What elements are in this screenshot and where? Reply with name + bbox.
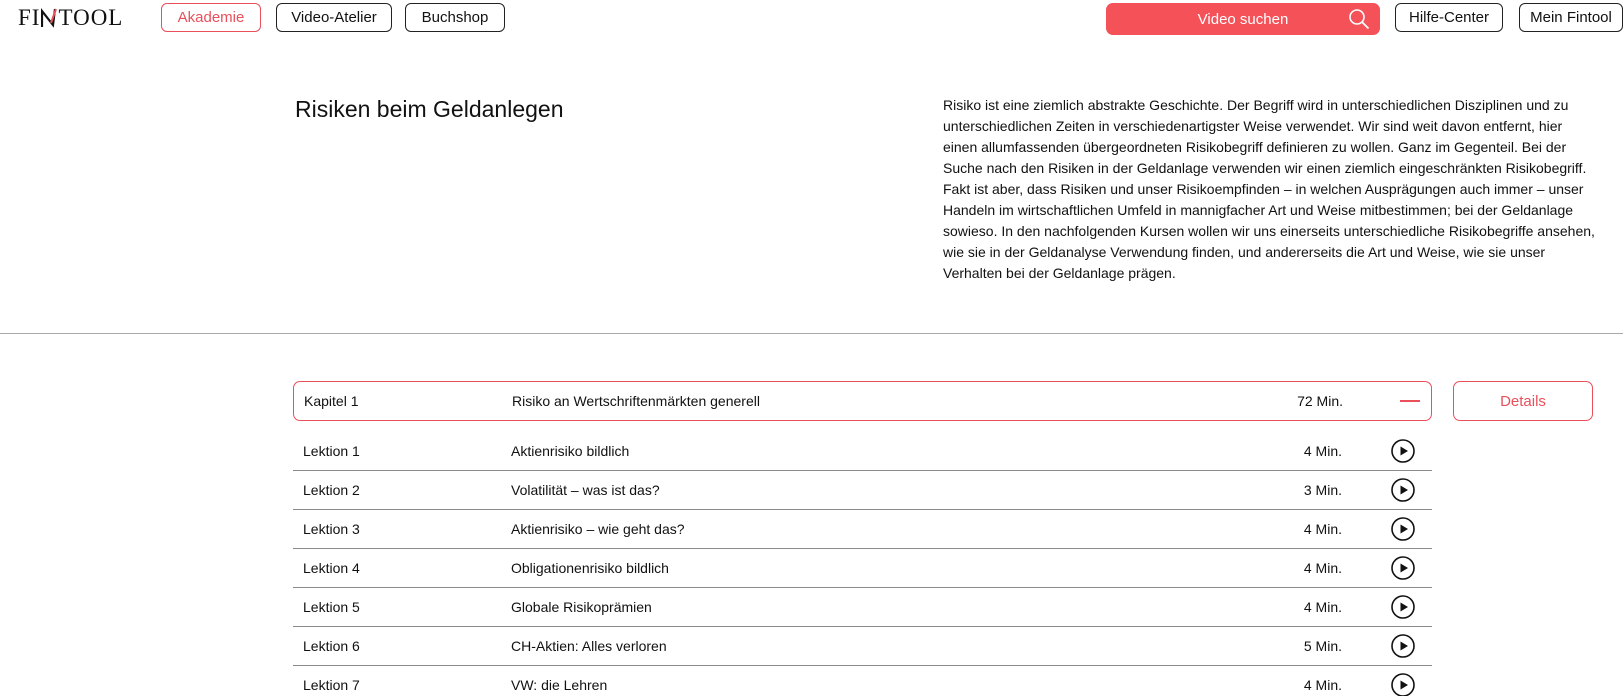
play-icon[interactable] bbox=[1391, 517, 1415, 541]
lesson-title: Globale Risikoprämien bbox=[511, 599, 652, 615]
play-icon[interactable] bbox=[1391, 478, 1415, 502]
lesson-label: Lektion 5 bbox=[303, 599, 360, 615]
play-icon[interactable] bbox=[1391, 673, 1415, 696]
section-divider bbox=[0, 333, 1623, 334]
lesson-title: VW: die Lehren bbox=[511, 677, 608, 693]
lesson-row[interactable] bbox=[293, 549, 1432, 588]
chapter-title: Risiko an Wertschriftenmärkten generell bbox=[512, 393, 760, 409]
play-icon[interactable] bbox=[1391, 439, 1415, 463]
lesson-row[interactable] bbox=[293, 666, 1432, 696]
lesson-row[interactable] bbox=[293, 471, 1432, 510]
page-title: Risiken beim Geldanlegen bbox=[295, 96, 564, 122]
lesson-label: Lektion 6 bbox=[303, 638, 360, 654]
search-icon bbox=[1348, 8, 1370, 30]
nav-akademie-button[interactable]: Akademie bbox=[161, 3, 261, 32]
lesson-duration: 5 Min. bbox=[1303, 638, 1342, 654]
intro-description: Risiko ist eine ziemlich abstrakte Geschichte. Der Begriff wird in unterschiedlichen Disziplinen und zu unterschiedlichen Zeiten in verschiedenartigster Weise verwendet. Wir sind weit davon entfernt, hier einen allumfassenden übergeordneten Risikobegriff definieren zu wollen. Ganz im Gegenteil. Bei der Suche nach den Risiken in der Geldanlage verwenden wir einen ziemlich eingeschränkten Risikobegriff. Fakt ist aber, dass Risiken und unser Risikoempfinden – in welchen Ausprägungen auch immer – unser Handeln im wirtschaftlichen Umfeld in mannigfacher Art und Weise mitbestimmen; bei der Geldanlage sowieso. In den nachfolgenden Kursen wollen wir uns einerseits unterschiedliche Risikobegriffe ansehen, wie sie in der Geldanalyse Verwendung finden, und andererseits die Art und Weise, wie sie unser Verhalten bei der Geldanlage prägen. bbox=[943, 97, 1595, 281]
lesson-label: Lektion 3 bbox=[303, 521, 360, 537]
lesson-label: Lektion 2 bbox=[303, 482, 360, 498]
my-fintool-button[interactable]: Mein Fintool bbox=[1519, 3, 1623, 32]
logo-chart-icon bbox=[41, 7, 57, 29]
top-navigation bbox=[0, 0, 1623, 36]
lesson-row[interactable] bbox=[293, 588, 1432, 627]
play-icon[interactable] bbox=[1391, 595, 1415, 619]
fintool-logo[interactable] bbox=[18, 4, 123, 32]
logo-text-left: FI bbox=[18, 5, 41, 30]
lesson-duration: 3 Min. bbox=[1303, 482, 1342, 498]
lesson-label: Lektion 7 bbox=[303, 677, 360, 693]
lesson-duration: 4 Min. bbox=[1303, 521, 1342, 537]
search-label: Video suchen bbox=[1197, 10, 1289, 28]
lesson-duration: 4 Min. bbox=[1303, 677, 1342, 693]
video-search-button[interactable] bbox=[1106, 3, 1380, 35]
lesson-list bbox=[293, 432, 1432, 696]
chapter-row[interactable] bbox=[293, 381, 1432, 421]
lesson-label: Lektion 4 bbox=[303, 560, 360, 576]
lesson-title: Aktienrisiko bildlich bbox=[511, 443, 630, 459]
lesson-duration: 4 Min. bbox=[1303, 560, 1342, 576]
collapse-icon[interactable] bbox=[1399, 391, 1421, 411]
logo-text-right: TOOL bbox=[58, 5, 124, 30]
lesson-title: Volatilität – was ist das? bbox=[511, 482, 660, 498]
help-center-button[interactable]: Hilfe-Center bbox=[1395, 3, 1503, 32]
chapter-duration: 72 Min. bbox=[1297, 393, 1343, 409]
lesson-row[interactable] bbox=[293, 627, 1432, 666]
play-icon[interactable] bbox=[1391, 634, 1415, 658]
chapter-label: Kapitel 1 bbox=[304, 393, 359, 409]
lesson-title: Aktienrisiko – wie geht das? bbox=[511, 521, 685, 537]
play-icon[interactable] bbox=[1391, 556, 1415, 580]
lesson-duration: 4 Min. bbox=[1303, 599, 1342, 615]
nav-buchshop-button[interactable]: Buchshop bbox=[405, 3, 505, 32]
lesson-duration: 4 Min. bbox=[1303, 443, 1342, 459]
lesson-title: Obligationenrisiko bildlich bbox=[511, 560, 669, 576]
lesson-title: CH-Aktien: Alles verloren bbox=[511, 638, 667, 654]
lesson-label: Lektion 1 bbox=[303, 443, 360, 459]
details-button[interactable]: Details bbox=[1453, 381, 1593, 421]
nav-video-atelier-button[interactable]: Video-Atelier bbox=[276, 3, 392, 32]
lesson-row[interactable] bbox=[293, 432, 1432, 471]
lesson-row[interactable] bbox=[293, 510, 1432, 549]
